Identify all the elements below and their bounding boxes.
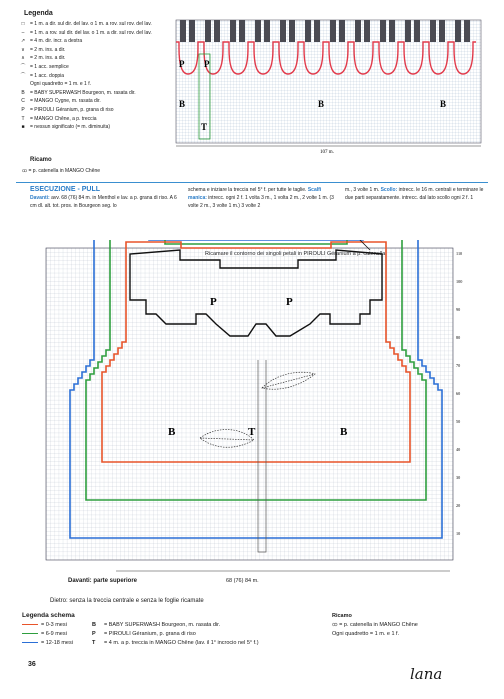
dark-stitch-block <box>330 20 336 42</box>
size-legend <box>22 621 92 648</box>
legend-symbol: – <box>21 29 25 36</box>
row-number: 80 <box>456 335 461 340</box>
ricamo-title: Ricamo <box>30 157 52 163</box>
size-legend-label: = 12-18 mesi <box>41 640 73 646</box>
ricamo-legend-note: Ogni quadretto = 1 m. e 1 f. <box>332 631 400 637</box>
caption-back: Dietro: senza la treccia centrale e senza le foglie ricamate <box>50 598 204 604</box>
label-t: T <box>248 426 256 438</box>
letter-legend-row <box>92 621 312 630</box>
size-legend-label: = 0-3 mesi <box>41 622 67 628</box>
dark-stitch-block <box>455 20 461 42</box>
instruction-paragraph: schema e iniziare la treccia nel 5° f. per tutte le taglie. <box>188 187 308 193</box>
dark-stitch-block <box>305 20 311 42</box>
dark-stitch-block <box>430 20 436 42</box>
instruction-paragraph: Scollo: intrecc. le 16 m. centrali e terminare le due parti separatamente. intrecc. dal lato scollo ogni 2 f. 1 <box>345 187 484 201</box>
top-label-t: T <box>201 122 208 132</box>
label-p-left: P <box>210 296 217 308</box>
dark-stitch-block <box>230 20 236 42</box>
letter-legend-text: = PIROULI Géranium, p. grana di riso <box>104 631 196 637</box>
dark-stitch-block <box>405 20 411 42</box>
instruction-heading: Scalfi manica: <box>188 187 322 201</box>
ricamo-legend <box>332 612 492 639</box>
legend-item <box>16 37 166 46</box>
row-number: 20 <box>456 503 461 508</box>
label-b-right: B <box>340 426 348 438</box>
ricamo-legend-text: = p. catenella in MANGO Chêne <box>339 622 418 628</box>
legend-text: = 1 acc. doppia <box>30 72 65 79</box>
dark-stitch-block <box>255 20 261 42</box>
top-label-b3: B <box>440 99 447 109</box>
dark-stitch-block <box>355 20 361 42</box>
instruction-heading: Scollo: <box>380 187 398 193</box>
legend-item <box>16 29 166 38</box>
legend-symbol: □ <box>21 21 25 27</box>
brand-logo: lana <box>410 665 443 683</box>
dark-stitch-block <box>389 20 395 42</box>
legend-item <box>16 115 166 124</box>
instruction-paragraph: m., 3 volte 1 m. <box>345 187 381 193</box>
dark-stitch-block <box>289 20 295 42</box>
letter-legend-text: = 4 m. a p. treccia in MANGO Chêne (lav. il 1° incrocio nel 5° f.) <box>104 640 259 646</box>
size-legend-label: = 6-9 mesi <box>41 631 67 637</box>
row-number: 30 <box>456 475 461 480</box>
main-measure: 68 (76) 84 m. <box>226 578 259 584</box>
caption-front: Davanti: parte superiore <box>68 578 138 584</box>
dark-stitch-block <box>380 20 386 42</box>
size-swatch <box>22 633 38 634</box>
row-number: 100 <box>456 279 463 284</box>
legend-symbol: ∨ <box>21 46 25 53</box>
legend-text: = 2 m. ins. a dir. <box>30 46 66 53</box>
size-legend-row <box>22 621 92 630</box>
instructions-col3 <box>345 186 485 202</box>
section-title: ESECUZIONE - PULL <box>30 186 101 193</box>
ricamo-text <box>22 168 100 174</box>
legend-text: = 4 m. dir. incr. a destra <box>30 38 83 45</box>
legend-item <box>16 20 166 29</box>
top-label-p: P <box>179 59 185 69</box>
dark-stitch-block <box>464 20 470 42</box>
dark-stitch-block <box>205 20 211 42</box>
dark-stitch-block <box>264 20 270 42</box>
size-legend-row <box>22 639 92 648</box>
row-number: 10 <box>456 531 461 536</box>
dark-stitch-block <box>414 20 420 42</box>
top-measure: 107 m. <box>320 150 334 155</box>
main-chart-grid <box>46 248 453 560</box>
letter-legend-letter: B <box>92 622 96 628</box>
legend-item <box>16 72 166 81</box>
row-numbers <box>456 251 462 536</box>
instructions-col1 <box>30 194 180 210</box>
row-number: 90 <box>456 307 461 312</box>
legend-symbol: ∧ <box>21 55 25 62</box>
legend-symbol: ■ <box>21 124 25 131</box>
instruction-heading: Davanti: <box>30 195 50 201</box>
ricamo-text-label: = p. catenella in MANGO Chêne <box>28 168 101 174</box>
letter-legend-text: = BABY SUPERWASH Bourgeon, m. rasata dir. <box>104 622 221 628</box>
size-legend-row <box>22 630 92 639</box>
top-label-b: B <box>179 99 186 109</box>
chain-stitch-icon: ꝏ <box>22 168 29 174</box>
row-number: 110 <box>456 251 463 256</box>
dark-stitch-block <box>364 20 370 42</box>
legend-symbol: T <box>21 115 25 122</box>
legend-text: = nessun significato (= m. diminuita) <box>30 124 111 131</box>
ricamo-legend-title: Ricamo <box>332 613 352 619</box>
scheme-legend-title: Legenda schema <box>22 612 75 619</box>
legend-title: Legenda <box>24 10 53 17</box>
legend-item <box>16 106 166 115</box>
legend-item <box>16 46 166 55</box>
dark-stitch-block <box>439 20 445 42</box>
legend-text: = MANGO Cygne, m. rasata dir. <box>30 98 101 105</box>
legend-text: = 1 m. a rov. sul dir. del lav. o 1 m. a dir. sul rov. del lav. <box>30 29 152 36</box>
letter-legend-row <box>92 630 312 639</box>
chain-stitch-icon: ꝏ <box>332 622 340 628</box>
main-chart <box>30 240 470 580</box>
legend-text: = 2 m. ins. a dir. <box>30 55 66 62</box>
top-chart <box>170 12 490 157</box>
legend-symbol: ⌒ <box>20 72 26 79</box>
dark-stitch-block <box>189 20 195 42</box>
ricamo-legend-row <box>332 621 492 630</box>
size-swatch <box>22 624 38 625</box>
dark-stitch-block <box>180 20 186 42</box>
dark-stitch-block <box>214 20 220 42</box>
legend-symbol: ⌒ <box>20 63 26 70</box>
dark-stitch-block <box>314 20 320 42</box>
legend-text: = MANGO Chêne, a p. treccia <box>30 115 97 122</box>
legend-symbol: ↗ <box>20 38 26 45</box>
row-number: 70 <box>456 363 461 368</box>
dark-stitch-block <box>239 20 245 42</box>
letter-legend <box>92 621 312 648</box>
legend-text: = PIROULI Géranium, p. grana di riso <box>30 106 114 113</box>
legend-item <box>16 63 166 72</box>
row-number: 60 <box>456 391 461 396</box>
legend-text: Ogni quadretto = 1 m. e 1 f. <box>30 81 92 88</box>
legend-list <box>16 20 166 132</box>
legend-item <box>16 89 166 98</box>
legend-text: = 1 acc. semplice <box>30 63 69 70</box>
letter-legend-letter: T <box>92 640 96 646</box>
dark-stitch-block <box>339 20 345 42</box>
top-label-b2: B <box>318 99 325 109</box>
row-number: 40 <box>456 447 461 452</box>
legend-symbol: P <box>21 106 25 113</box>
section-rule <box>16 182 488 183</box>
instructions-col2 <box>188 186 338 210</box>
legend-item <box>16 54 166 63</box>
legend-symbol: B <box>21 89 25 96</box>
label-p-right: P <box>286 296 293 308</box>
legend-text: = 1 m. a dir. sul dir. del lav. o 1 m. a rov. sul rov. del lav. <box>30 21 152 27</box>
letter-legend-row <box>92 639 312 648</box>
size-swatch <box>22 642 38 643</box>
page-number: 36 <box>28 661 36 668</box>
letter-legend-letter: P <box>92 631 96 637</box>
legend-item <box>16 80 166 89</box>
legend-symbol: C <box>21 98 25 105</box>
dark-stitch-block <box>280 20 286 42</box>
row-number: 50 <box>456 419 461 424</box>
instruction-paragraph: Scalfi manica: intrecc. ogni 2 f. 1 volta 3 m., 1 volta 2 m., 2 volte 1 m. (3 volte 2 m., 3 volte 1 m.) 3 volte 2 <box>188 187 334 209</box>
label-b-left: B <box>168 426 176 438</box>
instruction-paragraph: Davanti: avv. 68 (76) 84 m. in Menthol e lav. a p. grana di riso. A 6 cm dl. alt. tot. pros. in Bourgeon seg. lo <box>30 195 177 209</box>
legend-text: = BABY SUPERWASH Bourgeon, m. rasata dir. <box>30 89 136 96</box>
legend-item <box>16 97 166 106</box>
top-label-p2: P <box>204 59 210 69</box>
legend-item <box>16 123 166 132</box>
